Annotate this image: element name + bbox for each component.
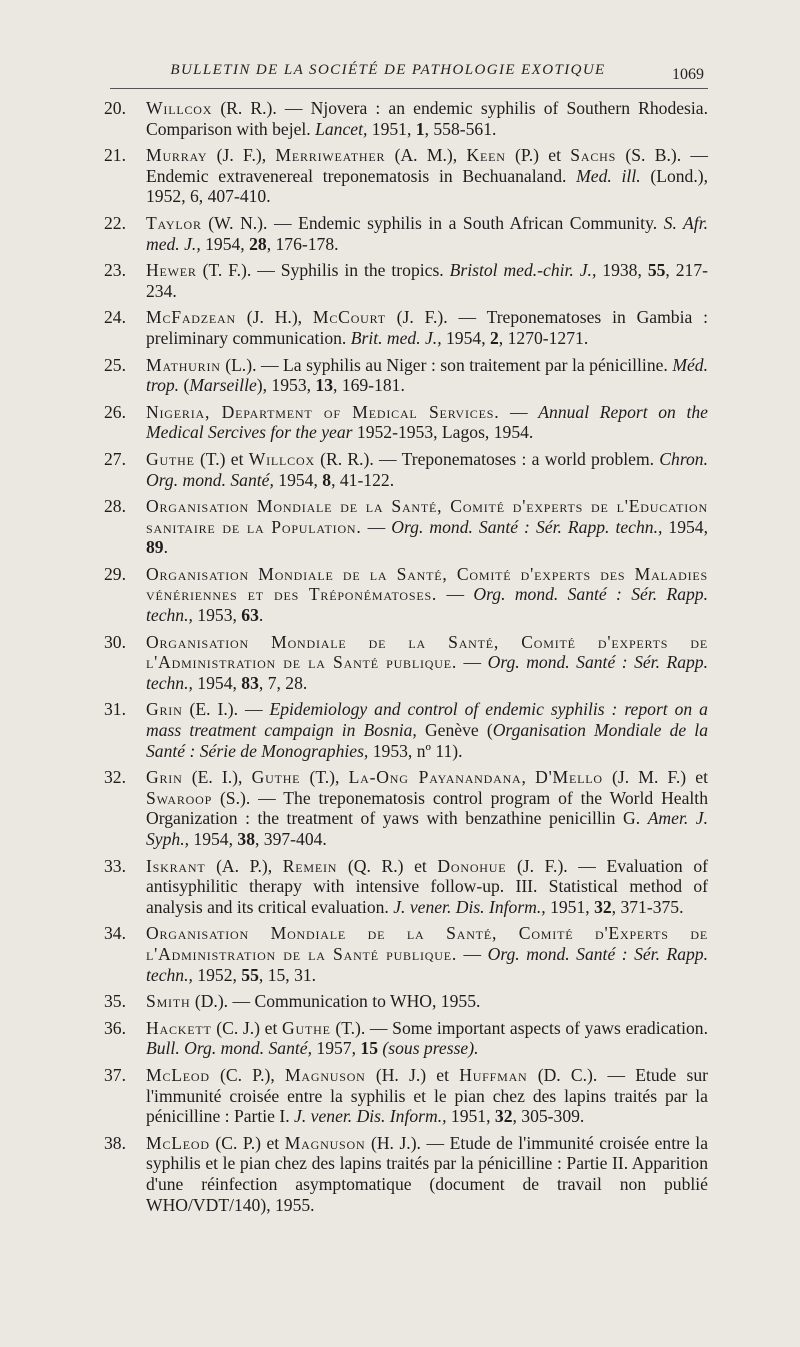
author-name: Organisation Mondiale de la Santé, Comité d'experts de l'Administration de la Santé publique. <box>146 631 708 673</box>
journal-title: Org. mond. Santé : Sér. Rapp. techn., <box>146 652 708 693</box>
citation-text: , 217-234. <box>146 260 708 301</box>
reference-text <box>146 355 708 396</box>
page-number: 1069 <box>672 66 704 83</box>
author-name: Swaroop <box>146 787 213 808</box>
author-name: McLeod <box>146 1132 210 1153</box>
author-name: Magnuson <box>284 1064 366 1085</box>
volume-number: 13 <box>315 375 334 396</box>
author-name: Magnuson <box>284 1132 366 1153</box>
citation-text: — <box>361 516 392 537</box>
journal-title: Epidemiology and control of endemic syphilis : report on a mass treatment campaign in Bosnia, <box>146 699 708 741</box>
reference-item <box>104 699 708 761</box>
citation-text: — <box>457 943 488 964</box>
volume-number: 28 <box>249 233 267 254</box>
reference-item <box>104 145 708 207</box>
author-name: Nigeria, Department of Medical Services. <box>146 401 500 422</box>
citation-text: 1938, <box>596 260 648 281</box>
reference-text <box>146 496 708 558</box>
author-name: Grin <box>146 767 183 788</box>
citation-text: — <box>499 401 539 422</box>
citation-text: (T.) et <box>194 448 249 469</box>
citation-text: . <box>163 537 168 558</box>
reference-number: 36. <box>104 1017 126 1038</box>
author-name: Hewer <box>146 260 197 281</box>
reference-item <box>104 213 708 254</box>
reference-list <box>104 98 708 1221</box>
citation-text: , 169-181. <box>333 375 405 396</box>
author-name: Smith <box>146 991 191 1012</box>
reference-text <box>146 564 708 626</box>
citation-text: 1953, nº 11). <box>368 740 463 761</box>
citation-text: 1954, <box>192 672 242 693</box>
journal-title: (sous presse). <box>382 1038 479 1059</box>
reference-number: 37. <box>104 1064 126 1085</box>
citation-text: (L.). — La syphilis au Niger : son traitement par la pénicilline. <box>220 354 673 375</box>
journal-title: Org. mond. Santé : Sér. Rapp. techn., <box>146 943 708 985</box>
citation-text: — <box>437 584 474 605</box>
citation-text: (A. M.), <box>385 145 467 166</box>
reference-number: 22. <box>104 212 126 233</box>
author-name: Sachs <box>570 145 617 166</box>
reference-text <box>146 213 708 254</box>
reference-text <box>146 1018 708 1059</box>
reference-item <box>104 1133 708 1215</box>
reference-number: 26. <box>104 401 126 422</box>
citation-text: (S. B.). — Endemic extravenereal treponematosis in Bechuanaland. <box>146 145 708 186</box>
citation-text: (C. P.), <box>209 1064 285 1085</box>
reference-item <box>104 632 708 694</box>
citation-text: 1951, <box>367 118 416 139</box>
author-name: Iskrant <box>146 855 206 876</box>
citation-text: 1954, <box>662 516 708 537</box>
reference-number: 29. <box>104 563 126 584</box>
reference-text <box>146 767 708 849</box>
citation-text: (T.). — Some important aspects of yaws eradication. <box>330 1017 709 1038</box>
citation-text: (E. I.). — <box>182 699 270 720</box>
reference-text <box>146 307 708 348</box>
reference-item <box>104 449 708 490</box>
journal-title: S. Afr. med. J., <box>146 212 708 254</box>
reference-text <box>146 449 708 490</box>
citation-text: 1952, <box>192 964 242 985</box>
citation-text: . <box>258 605 264 626</box>
journal-title: Org. mond. Santé : Sér. Rapp. techn., <box>391 516 663 537</box>
journal-title: Méd. trop. <box>146 354 708 396</box>
reference-number: 20. <box>104 98 126 118</box>
citation-text: (J. H.), <box>235 307 313 328</box>
reference-item <box>104 1018 708 1059</box>
citation-text: 1954, <box>441 327 490 348</box>
citation-text: , 397-404. <box>254 829 327 849</box>
author-name: La-Ong Payanandana <box>348 767 522 788</box>
author-name: Hackett <box>146 1017 212 1038</box>
reference-item <box>104 355 708 396</box>
reference-item <box>104 260 708 301</box>
citation-text: (J. F.). — Treponematoses in Gambia : preliminary communication. <box>146 307 708 348</box>
reference-text <box>146 402 708 443</box>
reference-item <box>104 402 708 443</box>
reference-number: 24. <box>104 307 126 328</box>
citation-text: 1951, <box>446 1106 495 1127</box>
reference-number: 38. <box>104 1132 126 1153</box>
reference-text <box>146 1065 708 1127</box>
citation-text: 1957, <box>312 1038 361 1059</box>
reference-number: 35. <box>104 991 126 1012</box>
reference-item <box>104 923 708 985</box>
journal-title: Med. ill. <box>576 165 641 186</box>
reference-text <box>146 260 708 301</box>
citation-text: 1953, <box>192 605 242 626</box>
author-name: Guthe <box>251 767 301 788</box>
author-name: Willcox <box>248 448 315 469</box>
volume-number: 32 <box>494 1106 513 1127</box>
author-name: Organisation Mondiale de la Santé, Comité d'Experts de l'Administration de la Santé publique. <box>146 923 708 964</box>
citation-text: 1952-1953, Lagos, 1954. <box>352 422 534 443</box>
reference-text <box>146 632 708 694</box>
citation-text: (T. F.). — Syphilis in the tropics. <box>196 260 450 281</box>
volume-number: 89 <box>146 537 164 558</box>
reference-text <box>146 1133 708 1215</box>
journal-title: Lancet, <box>315 118 368 139</box>
author-name: Organisation Mondiale de la Santé, Comité d'experts de l'Education sanitaire de la Population. <box>146 496 708 537</box>
volume-number: 8 <box>322 469 332 490</box>
journal-title: Brit. med. J., <box>350 327 442 348</box>
author-name: Donohue <box>437 855 507 876</box>
citation-text: (H. J.). — Etude de l'immunité croisée entre la syphilis et le pian chez des lapins traités par la pénicilline : Partie II. Apparition d'une réinfection asymptomatique (document de travail non publié WHO/VDT/140), 1955. <box>146 1132 709 1215</box>
reference-number: 27. <box>104 448 126 469</box>
citation-text: , 558-561. <box>424 118 497 139</box>
reference-text <box>146 145 708 207</box>
author-name: Remein <box>282 855 338 876</box>
citation-text: (C. P.) et <box>209 1132 285 1153</box>
citation-text: (C. J.) et <box>211 1017 282 1038</box>
journal-title: Annual Report on the Medical Sercives for the year <box>146 401 708 443</box>
citation-text: , 371-375. <box>611 896 684 917</box>
journal-title: Org. mond. Santé : Sér. Rapp. techn., <box>146 584 709 626</box>
citation-text: , 41-122. <box>331 469 395 490</box>
reference-item <box>104 991 708 1012</box>
reference-text <box>146 98 708 139</box>
citation-text: , 1270-1271. <box>498 327 589 348</box>
citation-text: (T.), <box>300 767 349 788</box>
author-name: Huffman <box>459 1064 528 1085</box>
journal-title: J. vener. Dis. Inform., <box>393 896 546 917</box>
journal-title: Chron. Org. mond. Santé, <box>146 448 708 490</box>
author-name: McFadzean <box>146 307 236 328</box>
citation-text: (D. C.). — Etude sur l'immunité croisée entre la syphilis et le pian chez des lapins traités par la pénicilline : Partie I. <box>146 1064 708 1127</box>
author-name: Guthe <box>146 448 195 469</box>
reference-item <box>104 496 708 558</box>
citation-text: ), 1953, <box>256 375 316 396</box>
citation-text: 1954, <box>200 233 250 254</box>
running-title: BULLETIN DE LA SOCIÉTÉ DE PATHOLOGIE EXOTIQUE <box>170 62 606 78</box>
citation-text: (J. F.), <box>207 145 276 166</box>
citation-text: (Lond.), 1952, 6, 407-410. <box>146 165 708 207</box>
author-name: Merriweather <box>275 145 386 166</box>
citation-text: (E. I.), <box>182 767 252 788</box>
author-name: D'Mello <box>535 767 603 788</box>
citation-text: 1954, <box>189 829 238 849</box>
volume-number: 1 <box>415 118 425 139</box>
reference-text <box>146 991 708 1012</box>
volume-number: 15 <box>360 1038 378 1059</box>
author-name: Keen <box>466 145 506 166</box>
citation-text: (S.). — The treponematosis control program of the World Health Organization : the treatment of yaws with benzathine penicillin G. <box>146 787 708 829</box>
reference-number: 28. <box>104 496 126 517</box>
journal-title: Marseille <box>189 375 257 396</box>
reference-item <box>104 307 708 348</box>
author-name: Guthe <box>282 1017 331 1038</box>
reference-item <box>104 856 708 918</box>
author-name: Mathurin <box>146 354 221 375</box>
author-name: Organisation Mondiale de la Santé, Comité d'experts des Maladies vénériennes et des Tréponématoses. <box>146 563 708 605</box>
citation-text: (J. F.). — Evaluation of antisyphilitic therapy with intensive follow-up. III. Statistical method of analysis and its critical evaluation. <box>146 855 708 917</box>
citation-text: (R. R.). — Treponematoses : a world problem. <box>314 448 660 469</box>
citation-text: (W. N.). — Endemic syphilis in a South African Community. <box>201 212 664 233</box>
citation-text: — <box>457 652 488 673</box>
reference-item <box>104 1065 708 1127</box>
author-name: Grin <box>146 699 183 720</box>
volume-number: 55 <box>647 260 666 281</box>
citation-text: 1951, <box>545 896 595 917</box>
reference-text <box>146 856 708 918</box>
citation-text: (D.). — Communication to WHO, 1955. <box>190 991 481 1012</box>
reference-item <box>104 564 708 626</box>
journal-title: Organisation Mondiale de la Santé : Série de Monographies, <box>146 720 708 761</box>
author-name: Taylor <box>146 212 202 233</box>
citation-text: (Q. R.) et <box>337 855 438 876</box>
reference-number: 32. <box>104 767 126 788</box>
volume-number: 2 <box>490 327 499 348</box>
citation-text: , <box>521 767 536 788</box>
citation-text: Genève ( <box>416 720 493 741</box>
author-name: McLeod <box>146 1064 210 1085</box>
reference-number: 30. <box>104 631 126 652</box>
citation-text: (H. J.) et <box>365 1064 460 1085</box>
volume-number: 83 <box>241 672 259 693</box>
journal-title: Amer. J. Syph., <box>146 808 708 849</box>
volume-number: 32 <box>594 896 612 917</box>
citation-text: ( <box>179 375 190 396</box>
citation-text: 1954, <box>273 469 323 490</box>
reference-number: 23. <box>104 260 126 281</box>
citation-text: (P.) et <box>505 145 571 166</box>
reference-number: 21. <box>104 145 126 166</box>
citation-text: , 176-178. <box>266 233 339 254</box>
citation-text: , 305-309. <box>512 1106 585 1127</box>
reference-number: 33. <box>104 855 126 876</box>
author-name: McCourt <box>312 307 386 328</box>
journal-title: Bull. Org. mond. Santé, <box>146 1038 312 1059</box>
header-rule <box>110 88 708 89</box>
author-name: Murray <box>146 145 208 166</box>
citation-text: , 7, 28. <box>258 672 308 693</box>
citation-text: , 15, 31. <box>258 964 317 985</box>
reference-number: 25. <box>104 354 126 375</box>
reference-number: 34. <box>104 923 126 944</box>
reference-text <box>146 923 708 985</box>
volume-number: 63 <box>241 605 259 626</box>
citation-text: (A. P.), <box>205 855 283 876</box>
reference-text <box>146 699 708 761</box>
journal-title: J. vener. Dis. Inform., <box>294 1106 447 1127</box>
reference-number: 31. <box>104 699 126 720</box>
reference-item <box>104 98 708 139</box>
volume-number: 38 <box>237 829 255 849</box>
citation-text: (R. R.). — Njovera : an endemic syphilis of Southern Rhodesia. Comparison with bejel. <box>146 98 708 139</box>
volume-number: 55 <box>241 964 259 985</box>
author-name: Willcox <box>146 98 213 118</box>
journal-title: Bristol med.-chir. J., <box>449 260 597 281</box>
citation-text: (J. M. F.) et <box>602 767 709 788</box>
reference-item <box>104 767 708 849</box>
